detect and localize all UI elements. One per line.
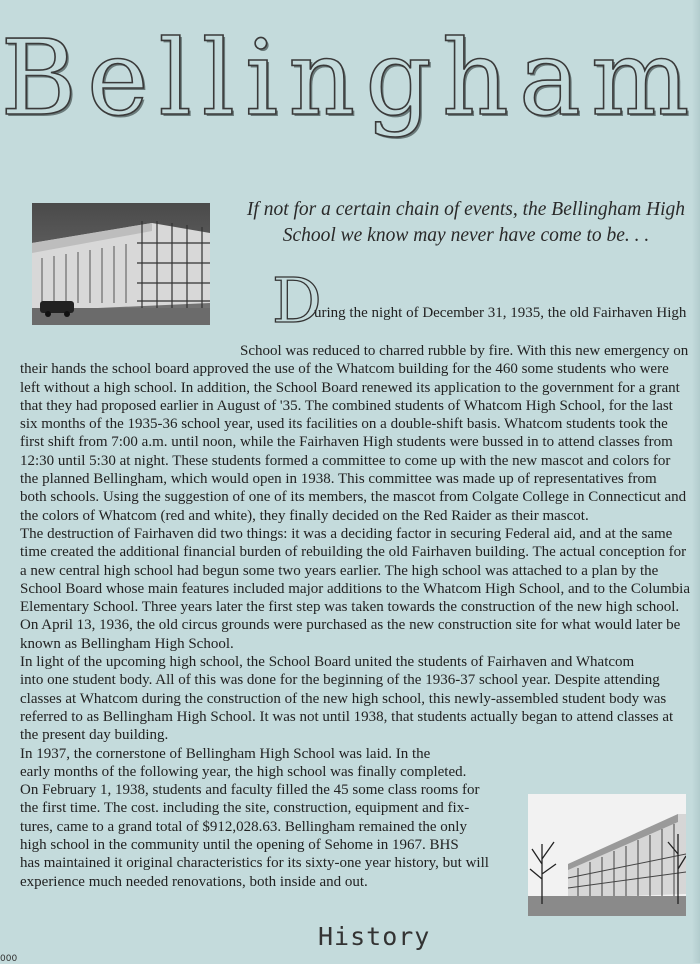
body-line: In 1937, the cornerstone of Bellingham High School was laid. In the	[20, 745, 431, 762]
page-number: 000	[0, 954, 18, 964]
body-line: referred to as Bellingham High School. It was not until 1938, that students actually began to attend classes at	[20, 708, 674, 725]
body-line: both schools. Using the suggestion of one of its members, the mascot from Colgate College in Connecticut and	[20, 489, 687, 506]
body-line: tures, came to a grand total of $912,028.63. Bellingham remained the only	[20, 818, 467, 835]
body-line: On April 13, 1936, the old circus grounds were purchased as the new construction site for what would later be	[20, 617, 681, 634]
body-line: the planned Bellingham, which would open in 1938. This committee was made up of representatives from	[20, 471, 657, 488]
body-line: School was reduced to charred rubble by fire. With this new emergency on	[240, 343, 689, 359]
body-line: six months of the 1935-36 school year, used its facilities on a double-shift basis. Whatcom students took the	[20, 416, 668, 433]
body-line: the present day building.	[20, 727, 169, 744]
body-line: On February 1, 1938, students and faculty filled the 45 some class rooms for	[20, 782, 480, 799]
body-line: has maintained it original characteristics for its sixty-one year history, but will	[20, 855, 489, 872]
body-line: In light of the upcoming high school, the School Board united the students of Fairhaven and Whatcom	[20, 654, 635, 671]
body-line: time created the additional financial burden of rebuilding the old Fairhaven building. The actual conception for	[20, 544, 687, 561]
body-line: early months of the following year, the high school was finally completed.	[20, 763, 467, 780]
body-line: into one student body. All of this was done for the beginning of the 1936-37 school year. Despite attending	[20, 672, 660, 689]
page-title: Bellingham	[0, 17, 700, 139]
school-building-photo	[528, 794, 686, 916]
body-line: that they had proposed earlier in August of '35. The combined students of Whatcom High School, for the last	[20, 397, 673, 414]
body-line: a new central high school had begun some two years earlier. The high school was attached to a plan by the	[20, 562, 659, 579]
construction-photo	[32, 203, 210, 325]
body-line: classes at Whatcom during the construction of the new high school, this newly-assembled student body was	[20, 690, 667, 707]
body-line: first shift from 7:00 a.m. until noon, while the Fairhaven High students were bussed in to attend classes from	[20, 434, 673, 451]
body-line: The destruction of Fairhaven did two things: it was a deciding factor in securing Federal aid, and at the same	[20, 525, 673, 542]
body-line: the colors of Whatcom (red and white), they finally decided on the Red Raider as their mascot.	[20, 507, 589, 524]
body-line: left without a high school. In addition, the School Board renewed its application to the government for a grant	[20, 379, 680, 396]
body-line: 12:30 until 5:30 at night. These students formed a committee to come up with the new mascot and colors for	[20, 452, 671, 469]
intro-text: If not for a certain chain of events, the Bellingham High School we know may never have come to be. . .	[246, 199, 686, 246]
section-label: History	[318, 922, 431, 951]
body-line: School Board whose main features included major additions to the Whatcom High School, and to the Columbia	[20, 580, 691, 597]
drop-cap: D	[272, 264, 322, 337]
body-line: the first time. The cost. including the site, construction, equipment and fix-	[20, 800, 470, 817]
body-line: experience much needed renovations, both inside and out.	[20, 873, 368, 890]
body-line: known as Bellingham High School.	[20, 635, 234, 652]
body-line: high school in the community until the opening of Sehome in 1967. BHS	[20, 837, 459, 854]
first-line: uring the night of December 31, 1935, the old Fairhaven High	[314, 305, 687, 321]
body-line: their hands the school board approved the use of the Whatcom building for the 460 some students who were	[20, 361, 669, 378]
body-line: Elementary School. Three years later the first step was taken towards the construction of the new high school.	[20, 599, 680, 616]
